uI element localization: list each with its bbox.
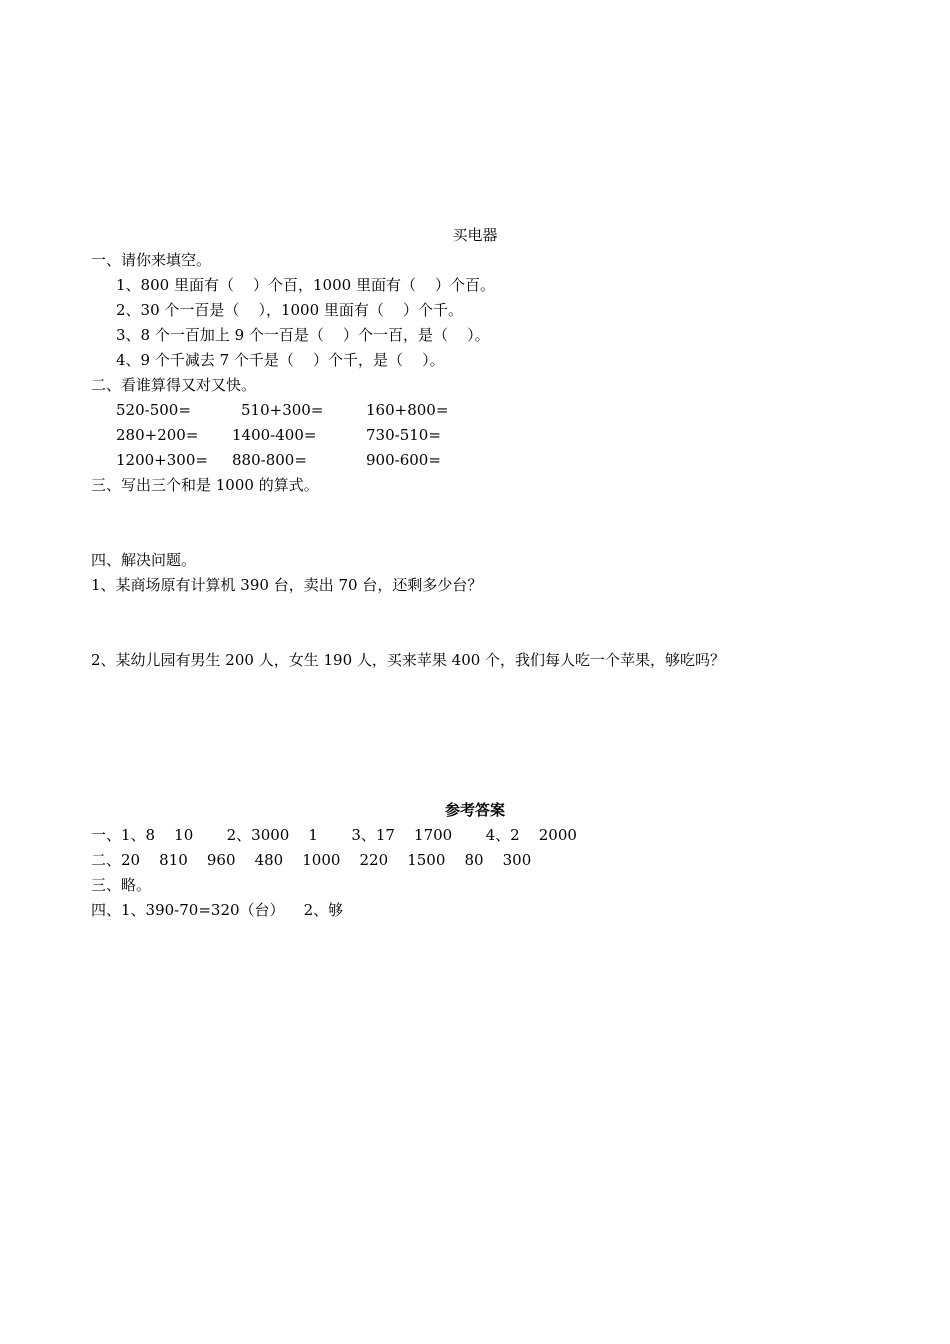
answers-heading: 参考答案 [444,801,505,819]
calc-problem: 900-600= [366,451,441,469]
calc-problem: 280+200= [116,426,199,444]
question-1-3: 3、8 个一百加上 9 个一百是（ ）个一百，是（ ）。 [116,326,490,344]
calc-problem: 880-800= [232,451,307,469]
question-1-1: 1、800 里面有（ ）个百，1000 里面有（ ）个百。 [116,276,496,294]
calc-problem: 1200+300= [116,451,208,469]
section-3-heading: 三、写出三个和是 1000 的算式。 [91,476,319,494]
question-1-2: 2、30 个一百是（ ），1000 里面有（ ）个千。 [116,301,463,319]
word-problem-1: 1、某商场原有计算机 390 台，卖出 70 台，还剩多少台？ [91,576,483,594]
word-problem-2: 2、某幼儿园有男生 200 人，女生 190 人，买来苹果 400 个，我们每人吃一个苹果，够吃吗？ [91,651,726,669]
answer-line-4: 四、1、390-70=320（台） 2、够 [91,901,344,919]
page-title: 买电器 [452,226,498,244]
calc-problem: 160+800= [366,401,449,419]
calc-problem: 1400-400= [232,426,317,444]
section-4-heading: 四、解决问题。 [91,551,197,569]
question-1-4: 4、9 个千减去 7 个千是（ ）个千，是（ ）。 [116,351,445,369]
calc-problem: 520-500= [116,401,191,419]
answer-line-1: 一、1、8 10 2、3000 1 3、17 1700 4、2 2000 [91,826,577,844]
section-1-heading: 一、请你来填空。 [91,251,212,269]
calc-problem: 730-510= [366,426,441,444]
answer-line-2: 二、20 810 960 480 1000 220 1500 80 300 [91,851,532,869]
calc-problem: 510+300= [241,401,324,419]
answer-line-3: 三、略。 [91,876,152,894]
section-2-heading: 二、看谁算得又对又快。 [91,376,257,394]
